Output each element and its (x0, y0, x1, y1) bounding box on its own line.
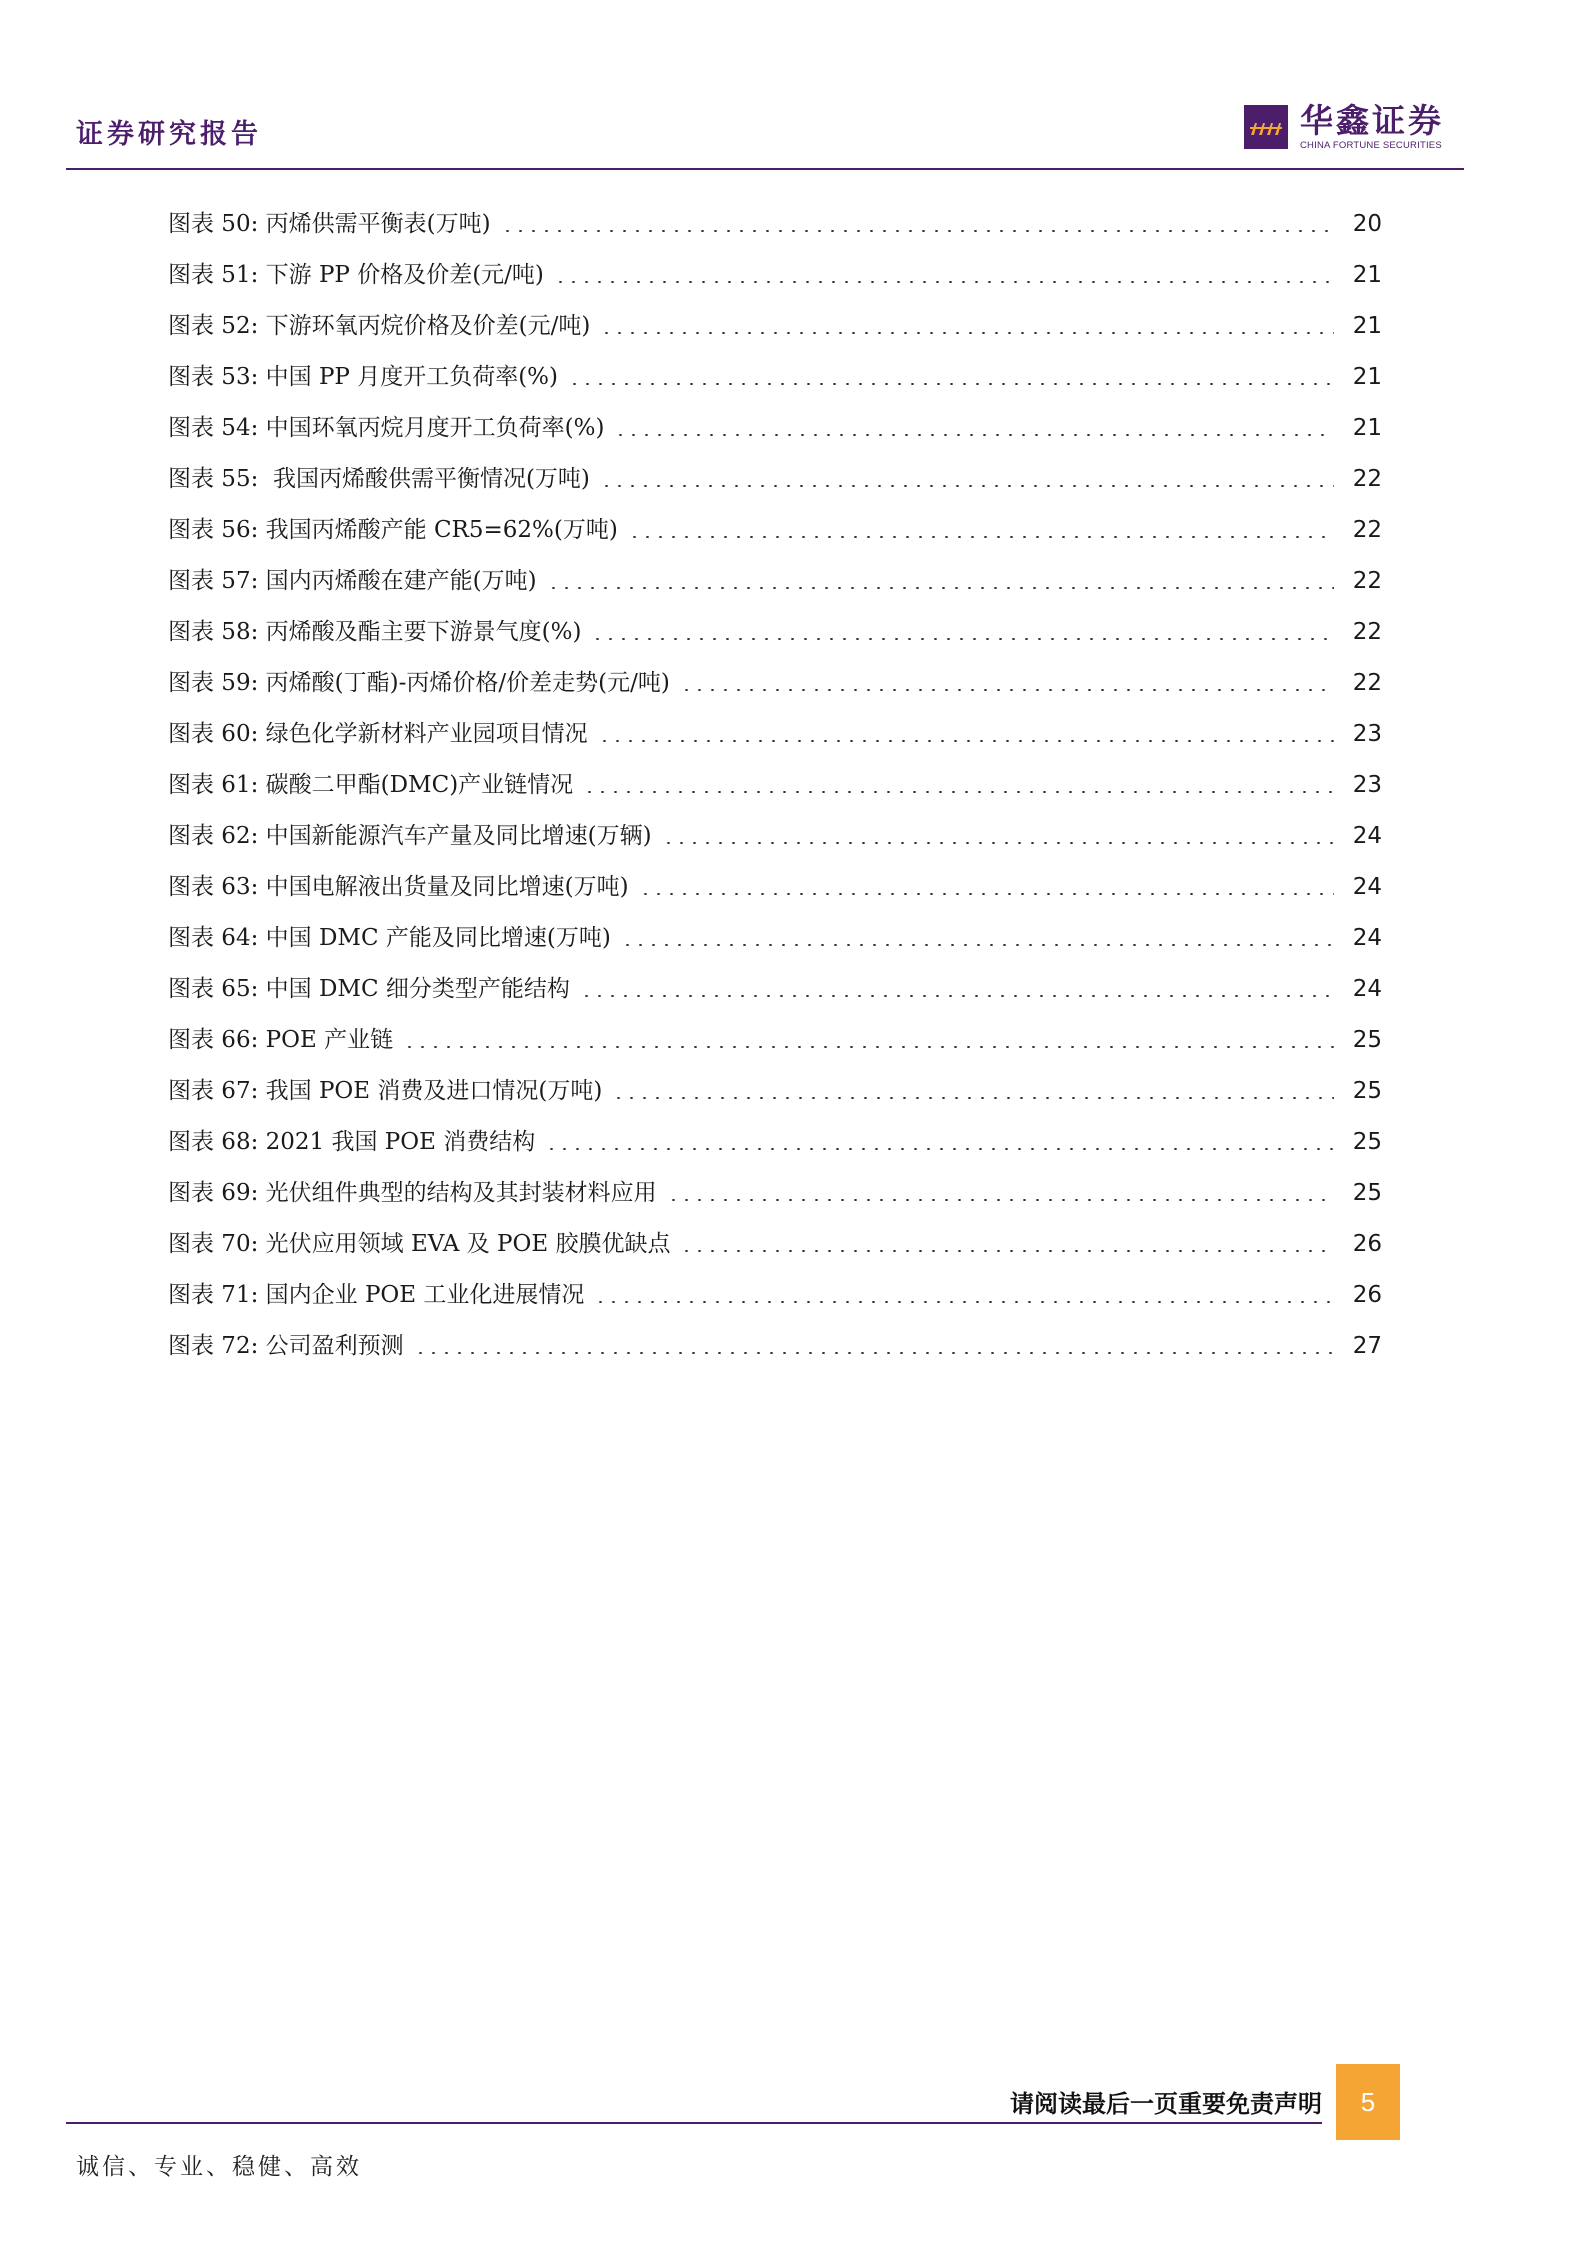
toc-entry-label: 图表 61: 碳酸二甲酯(DMC)产业链情况 (168, 771, 574, 798)
toc-dot-leader (667, 1199, 1334, 1201)
toc-entry-page: 26 (1352, 1230, 1382, 1257)
toc-entry-label: 图表 57: 国内丙烯酸在建产能(万吨) (168, 567, 537, 594)
toc-dot-leader (583, 791, 1334, 793)
toc-entry-label: 图表 63: 中国电解液出货量及同比增速(万吨) (168, 873, 629, 900)
toc-dot-leader (580, 995, 1334, 997)
logo-name-en: CHINA FORTUNE SECURITIES (1300, 139, 1442, 151)
toc-entry-label: 图表 67: 我国 POE 消费及进口情况(万吨) (168, 1077, 603, 1104)
toc-dot-leader (628, 536, 1334, 538)
toc-entry-label: 图表 53: 中国 PP 月度开工负荷率(%) (168, 363, 559, 390)
toc-dot-leader (547, 587, 1334, 589)
toc-entry-label: 图表 66: POE 产业链 (168, 1026, 394, 1053)
toc-entry-label: 图表 60: 绿色化学新材料产业园项目情况 (168, 720, 588, 747)
toc-dot-leader (598, 740, 1334, 742)
toc-entry-page: 20 (1352, 210, 1382, 237)
toc-entry[interactable] (168, 861, 1382, 912)
toc-entry-page: 24 (1352, 822, 1382, 849)
toc-entry-label: 图表 72: 公司盈利预测 (168, 1332, 404, 1359)
toc-entry[interactable] (168, 1116, 1382, 1167)
logo-name-cn: 华鑫证券 (1300, 100, 1444, 140)
toc-entry-page: 21 (1352, 312, 1382, 339)
toc-dot-leader (501, 230, 1334, 232)
toc-dot-leader (680, 1250, 1334, 1252)
toc-entry-label: 图表 51: 下游 PP 价格及价差(元/吨) (168, 261, 544, 288)
toc-entry-page: 24 (1352, 873, 1382, 900)
logo-mark-icon (1244, 105, 1288, 149)
toc-entry-page: 21 (1352, 363, 1382, 390)
toc-entry-page: 21 (1352, 261, 1382, 288)
figure-index-list (168, 198, 1382, 1371)
toc-entry-page: 25 (1352, 1179, 1382, 1206)
toc-dot-leader (612, 1097, 1334, 1099)
toc-entry[interactable] (168, 708, 1382, 759)
toc-entry[interactable] (168, 1218, 1382, 1269)
toc-dot-leader (554, 281, 1334, 283)
toc-entry[interactable] (168, 1167, 1382, 1218)
toc-entry[interactable] (168, 1014, 1382, 1065)
toc-entry-label: 图表 64: 中国 DMC 产能及同比增速(万吨) (168, 924, 611, 951)
toc-entry-page: 22 (1352, 567, 1382, 594)
toc-dot-leader (614, 434, 1334, 436)
toc-dot-leader (621, 944, 1334, 946)
toc-entry[interactable] (168, 351, 1382, 402)
toc-dot-leader (662, 842, 1334, 844)
toc-dot-leader (591, 638, 1334, 640)
toc-entry-label: 图表 55: 我国丙烯酸供需平衡情况(万吨) (168, 465, 590, 492)
toc-entry[interactable] (168, 300, 1382, 351)
company-logo (1244, 100, 1444, 151)
report-type-title: 证券研究报告 (76, 119, 262, 150)
toc-entry[interactable] (168, 1065, 1382, 1116)
toc-entry-page: 22 (1352, 465, 1382, 492)
toc-entry-label: 图表 50: 丙烯供需平衡表(万吨) (168, 210, 491, 237)
toc-entry-label: 图表 52: 下游环氧丙烷价格及价差(元/吨) (168, 312, 591, 339)
toc-entry[interactable] (168, 555, 1382, 606)
toc-entry[interactable] (168, 963, 1382, 1014)
toc-entry-label: 图表 58: 丙烯酸及酯主要下游景气度(%) (168, 618, 582, 645)
toc-dot-leader (568, 383, 1334, 385)
toc-entry-label: 图表 62: 中国新能源汽车产量及同比增速(万辆) (168, 822, 652, 849)
toc-entry-label: 图表 56: 我国丙烯酸产能 CR5=62%(万吨) (168, 516, 618, 543)
toc-dot-leader (600, 485, 1334, 487)
toc-entry[interactable] (168, 912, 1382, 963)
toc-entry-page: 26 (1352, 1281, 1382, 1308)
toc-entry[interactable] (168, 402, 1382, 453)
toc-dot-leader (403, 1046, 1334, 1048)
toc-entry-page: 22 (1352, 516, 1382, 543)
toc-entry[interactable] (168, 453, 1382, 504)
toc-entry-label: 图表 70: 光伏应用领域 EVA 及 POE 胶膜优缺点 (168, 1230, 671, 1257)
toc-dot-leader (600, 332, 1334, 334)
toc-entry-page: 21 (1352, 414, 1382, 441)
toc-entry[interactable] (168, 606, 1382, 657)
footer-divider (66, 2122, 1322, 2124)
disclaimer-note: 请阅读最后一页重要免责声明 (1010, 2090, 1322, 2118)
toc-entry-page: 25 (1352, 1128, 1382, 1155)
toc-entry-label: 图表 54: 中国环氧丙烷月度开工负荷率(%) (168, 414, 605, 441)
company-motto: 诚信、专业、稳健、高效 (76, 2154, 362, 2180)
toc-entry-label: 图表 68: 2021 我国 POE 消费结构 (168, 1128, 536, 1155)
toc-entry-page: 23 (1352, 771, 1382, 798)
toc-entry[interactable] (168, 1320, 1382, 1371)
toc-dot-leader (639, 893, 1334, 895)
toc-entry-page: 25 (1352, 1026, 1382, 1053)
toc-entry-label: 图表 69: 光伏组件典型的结构及其封装材料应用 (168, 1179, 657, 1206)
toc-entry[interactable] (168, 198, 1382, 249)
toc-entry[interactable] (168, 249, 1382, 300)
toc-dot-leader (680, 689, 1334, 691)
toc-dot-leader (545, 1148, 1334, 1150)
toc-entry-label: 图表 59: 丙烯酸(丁酯)-丙烯价格/价差走势(元/吨) (168, 669, 670, 696)
page-number-badge: 5 (1336, 2064, 1400, 2140)
toc-entry-label: 图表 71: 国内企业 POE 工业化进展情况 (168, 1281, 585, 1308)
toc-entry[interactable] (168, 759, 1382, 810)
toc-dot-leader (594, 1301, 1334, 1303)
toc-entry-page: 24 (1352, 924, 1382, 951)
toc-entry-page: 25 (1352, 1077, 1382, 1104)
toc-entry[interactable] (168, 504, 1382, 555)
toc-entry-page: 27 (1352, 1332, 1382, 1359)
toc-entry-page: 23 (1352, 720, 1382, 747)
toc-entry[interactable] (168, 657, 1382, 708)
toc-entry-label: 图表 65: 中国 DMC 细分类型产能结构 (168, 975, 570, 1002)
toc-entry-page: 24 (1352, 975, 1382, 1002)
toc-entry[interactable] (168, 810, 1382, 861)
header-divider (66, 168, 1464, 170)
toc-dot-leader (414, 1352, 1334, 1354)
toc-entry[interactable] (168, 1269, 1382, 1320)
toc-entry-page: 22 (1352, 669, 1382, 696)
toc-entry-page: 22 (1352, 618, 1382, 645)
